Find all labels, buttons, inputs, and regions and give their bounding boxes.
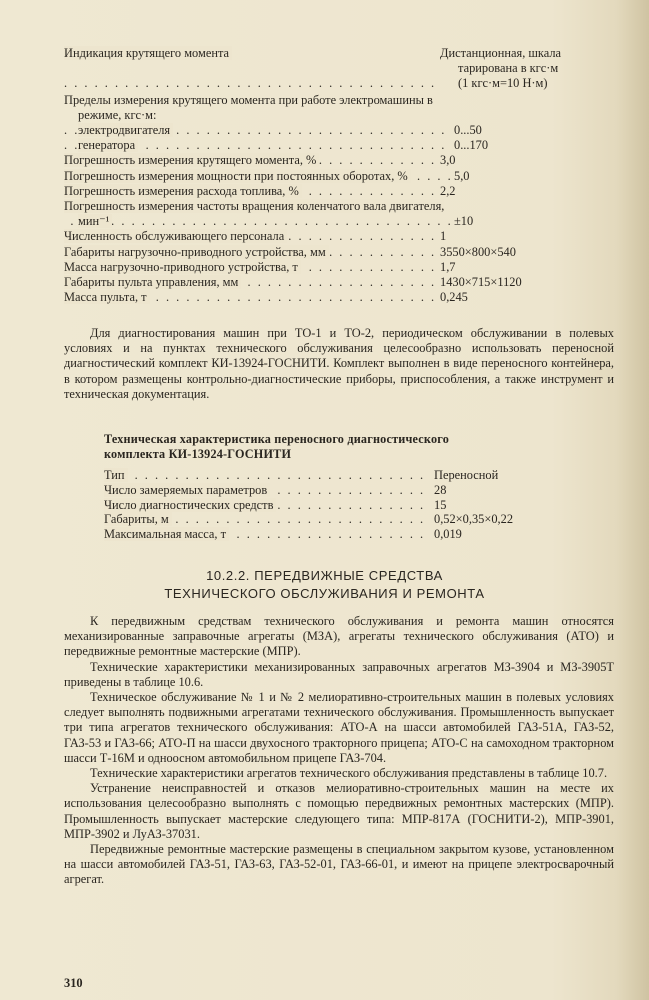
spec-row [64, 229, 624, 244]
spec-value: (1 кгс·м=10 Н·м) [458, 76, 548, 91]
spec-value: 1,7 [440, 259, 456, 274]
spec-label: Тип [104, 468, 128, 482]
spec-label: генератора [78, 138, 138, 152]
spec-value: 1 [440, 229, 447, 244]
spec-row [64, 290, 624, 305]
page-number: 310 [64, 976, 83, 990]
spec-label: Число замеряемых параметров [104, 483, 270, 497]
spec-label: Погрешность измерения мощности при постоянных оборотах, % [64, 169, 411, 183]
spec-value: 2,2 [440, 183, 456, 198]
spec-row [104, 498, 564, 513]
spec-value: Дистанционная, шкала [440, 46, 562, 60]
spec-row [104, 512, 564, 527]
spec-label: Численность обслуживающего персонала [64, 229, 287, 243]
spec-row [64, 184, 624, 199]
spec-value: 15 [434, 497, 447, 512]
spec-label: Габариты, м [104, 512, 172, 526]
kit-table [104, 468, 564, 542]
section-heading: 10.2.2. ПЕРЕДВИЖНЫЕ СРЕДСТВА ТЕХНИЧЕСКОГО ОБСЛУЖИВАНИЯ И РЕМОНТА [164, 568, 485, 601]
spec-value: тарирована в кгс·м [458, 61, 559, 76]
spec-value: 3550×800×540 [440, 244, 516, 259]
spec-row [64, 123, 624, 138]
spec-row [64, 138, 624, 153]
spec-label: Габариты пульта управления, мм [64, 275, 241, 289]
spec-value: 5,0 [454, 168, 470, 183]
spec-value: Переносной [434, 468, 499, 482]
spec-heading: Пределы измерения крутящего момента при работе электромашины в режиме, кгс·м: [64, 92, 433, 122]
body-paragraph: Передвижные ремонтные мастерские размещены в специальном закрытом кузове, установленном на шасси автомобилей ГАЗ-51, ГАЗ-63, ГАЗ-52-01, ГАЗ-66-01, и имеют на прицепе электросварочный агрегат. [64, 842, 614, 887]
spec-row [64, 153, 624, 168]
spec-label: Максимальная масса, т [104, 527, 229, 541]
spec-row [64, 199, 624, 229]
spec-value: 1430×715×1120 [440, 275, 522, 290]
spec-label: Габариты нагрузочно-приводного устройства, мм [64, 245, 329, 259]
spec-label: Погрешность измерения частоты вращения коленчатого вала двигателя, мин⁻¹ [64, 199, 445, 229]
spec-value: 0,52×0,35×0,22 [434, 512, 514, 527]
body-paragraph: Технические характеристики агрегатов технического обслуживания представлены в таблице 10.7. [90, 766, 608, 781]
spec-value: 0...170 [454, 138, 489, 153]
intro-paragraph: Для диагностирования машин при ТО-1 и ТО-2, периодическом обслуживании в полевых условиях и на пунктах технического обслуживания целесообразно использовать переносной диагностический комплект КИ-13924-ГОСНИТИ. Комплект выполнен в виде переносного контейнера, в котором размещены контрольно-диагностические приборы, приспособления, а также инструмент и техническая документация. [64, 326, 614, 401]
spec-label: Индикация крутящего момента [64, 46, 232, 60]
spec-list [64, 46, 624, 305]
kit-table-title: Техническая характеристика переносного диагностического комплекта КИ-13924-ГОСНИТИ [104, 432, 449, 461]
body-paragraph: Устранение неисправностей и отказов мелиоративно-строительных машин на месте их использования целесообразно выполнять с помощью передвижных ремонтных мастерских (МПР). Промышленность выпускает мастерские следующего типа: МПР-817А (ГОСНИТИ-2), МПР-3901, МПР-3902 и ЛуАЗ-37031. [64, 781, 614, 841]
spec-row [64, 260, 624, 275]
spec-label: Погрешность измерения расхода топлива, % [64, 184, 302, 198]
body-text [64, 614, 614, 888]
body-paragraph: К передвижным средствам технического обслуживания и ремонта машин относятся механизированные заправочные агрегаты (МЗА), агрегаты технического обслуживания (АТО) и передвижные ремонтные мастерские (МПР). [64, 614, 614, 659]
spec-value: 3,0 [440, 153, 456, 168]
spec-label: Масса нагрузочно-приводного устройства, т [64, 260, 301, 274]
spec-row [64, 245, 624, 260]
spec-row [104, 483, 564, 498]
spec-rows [64, 123, 624, 305]
spec-value: 28 [434, 482, 447, 497]
body-paragraph: Технические характеристики механизированных заправочных агрегатов МЗ-3904 и МЗ-3905Т приведены в таблице 10.6. [64, 659, 614, 689]
spec-label: Число диагностических средств [104, 498, 276, 512]
spec-row [64, 275, 624, 290]
spec-label: Погрешность измерения крутящего момента, % [64, 153, 319, 167]
spec-row-torque-indication [64, 46, 624, 92]
spec-value: 0,245 [440, 290, 468, 305]
spec-row [104, 468, 564, 483]
body-paragraph: Техническое обслуживание № 1 и № 2 мелиоративно-строительных машин в полевых условиях следует выполнять подвижными агрегатами технического обслуживания. Промышленность выпускает три типа агрегатов технического обслуживания: АТО-А на шасси автомобилей ГАЗ-51А, ГАЗ-52, ГАЗ-53 и ГАЗ-66; АТО-П на шасси двухосного тракторного прицепа; АТО-С на самоходном тракторном шасси Т-16М и одноосном автомобильном прицепе ГАЗ-704. [64, 690, 614, 765]
spec-row [64, 169, 624, 184]
spec-label: электродвигателя [78, 123, 173, 137]
spec-value: ±10 [454, 214, 474, 229]
spec-value: 0...50 [454, 123, 482, 138]
spec-value: 0,019 [434, 527, 462, 542]
spec-label: Масса пульта, т [64, 290, 150, 304]
spec-row [104, 527, 564, 542]
